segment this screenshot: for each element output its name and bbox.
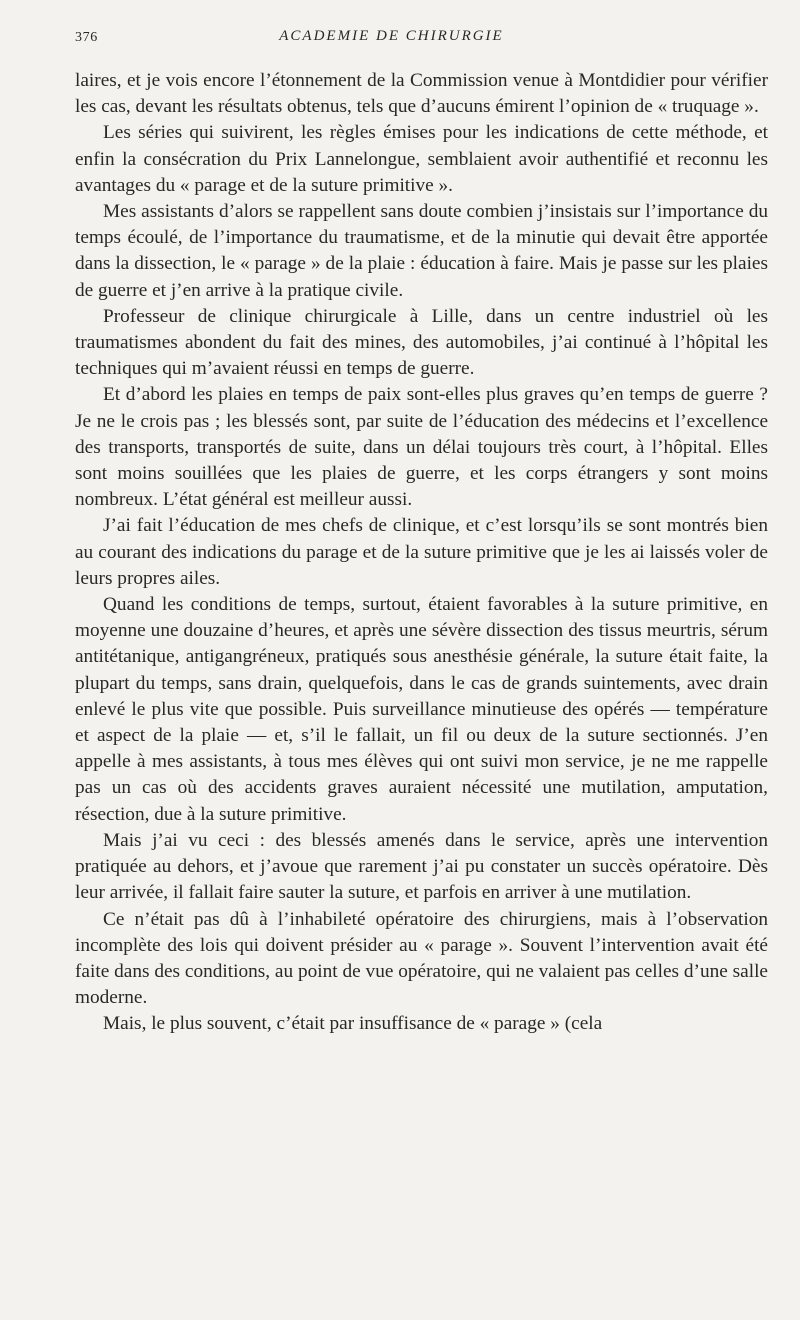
paragraph-3: Mes assistants d’alors se rappellent sans doute combien j’insistais sur l’importance du temps écoulé, de l’importance du traumatisme, et de la minutie qui devait être apportée dans la dissection, le « parage » de la plaie : éducation à faire. Mais je passe sur les plaies de guerre et j’en arrive à la pratique civile. [75, 201, 768, 301]
paragraph-2: Les séries qui suivirent, les règles émises pour les indications de cette méthode, et enfin la consécration du Prix Lannelongue, semblaient avoir authentifié et reconnu les avantages du « parage et de la suture primitive ». [75, 122, 768, 196]
journal-title: ACADEMIE DE CHIRURGIE [279, 28, 504, 44]
paragraph-10: Mais, le plus souvent, c’était par insuffisance de « parage » (cela [103, 1013, 603, 1035]
article-body [75, 68, 768, 1038]
paragraph-7: Quand les conditions de temps, surtout, étaient favorables à la suture primitive, en moyenne une douzaine d’heures, et après une sévère dissection des tissus meurtris, sérum antitétanique, antigangréneux, pratiqués sous anesthésie générale, la suture était faite, la plupart du temps, sans drain, quelquefois, dans le cas de grands suintements, avec drain enlevé le plus vite que possible. Puis surveillance minutieuse des opérés — température et aspect de la plaie — et, s’il le fallait, un fil ou deux de la suture sectionnés. J’en appelle à mes assistants, à tous mes élèves qui ont suivi mon service, je ne me rappelle pas un cas où des accidents graves auraient nécessité une mutilation, amputation, résection, due à la suture primitive. [75, 594, 768, 825]
paragraph-9: Ce n’était pas dû à l’inhabileté opératoire des chirurgiens, mais à l’observation incomplète des lois qui doivent présider au « parage ». Souvent l’intervention avait été faite dans des conditions, au point de vue opératoire, qui ne valaient pas celles d’une salle moderne. [75, 908, 768, 1009]
paragraph-8: Mais j’ai vu ceci : des blessés amenés dans le service, après une intervention pratiquée au dehors, et j’avoue que rarement j’ai pu constater un succès opératoire. Dès leur arrivée, il fallait faire sauter la suture, et parfois en arriver à une mutilation. [75, 829, 768, 904]
page-number: 376 [75, 30, 98, 45]
paragraph-5: Et d’abord les plaies en temps de paix sont-elles plus graves qu’en temps de guerre ? Je ne le crois pas ; les blessés sont, par suite de l’éducation des médecins et l’excellence des transports, transportés de suite, dans un délai toujours très court, à l’hôpital. Elles sont moins souillées que les plaies de guerre, et les corps étrangers y sont moins nombreux. L’état général est meilleur aussi. [75, 384, 768, 511]
paragraph-1: laires, et je vois encore l’étonnement de la Commission venue à Montdidier pour vérifier les cas, devant les résultats obtenus, tels que d’aucuns émirent l’opinion de « truquage ». [75, 70, 768, 118]
running-header [75, 28, 768, 54]
paragraph-4: Professeur de clinique chirurgicale à Lille, dans un centre industriel où les traumatismes abondent du fait des mines, des automobiles, j’ai continué à l’hôpital les techniques qui m’avaient réussi en temps de guerre. [75, 305, 768, 380]
paragraph-6: J’ai fait l’éducation de mes chefs de clinique, et c’est lorsqu’ils se sont montrés bien au courant des indications du parage et de la suture primitive que je les ai laissés voler de leurs propres ailes. [75, 515, 768, 589]
